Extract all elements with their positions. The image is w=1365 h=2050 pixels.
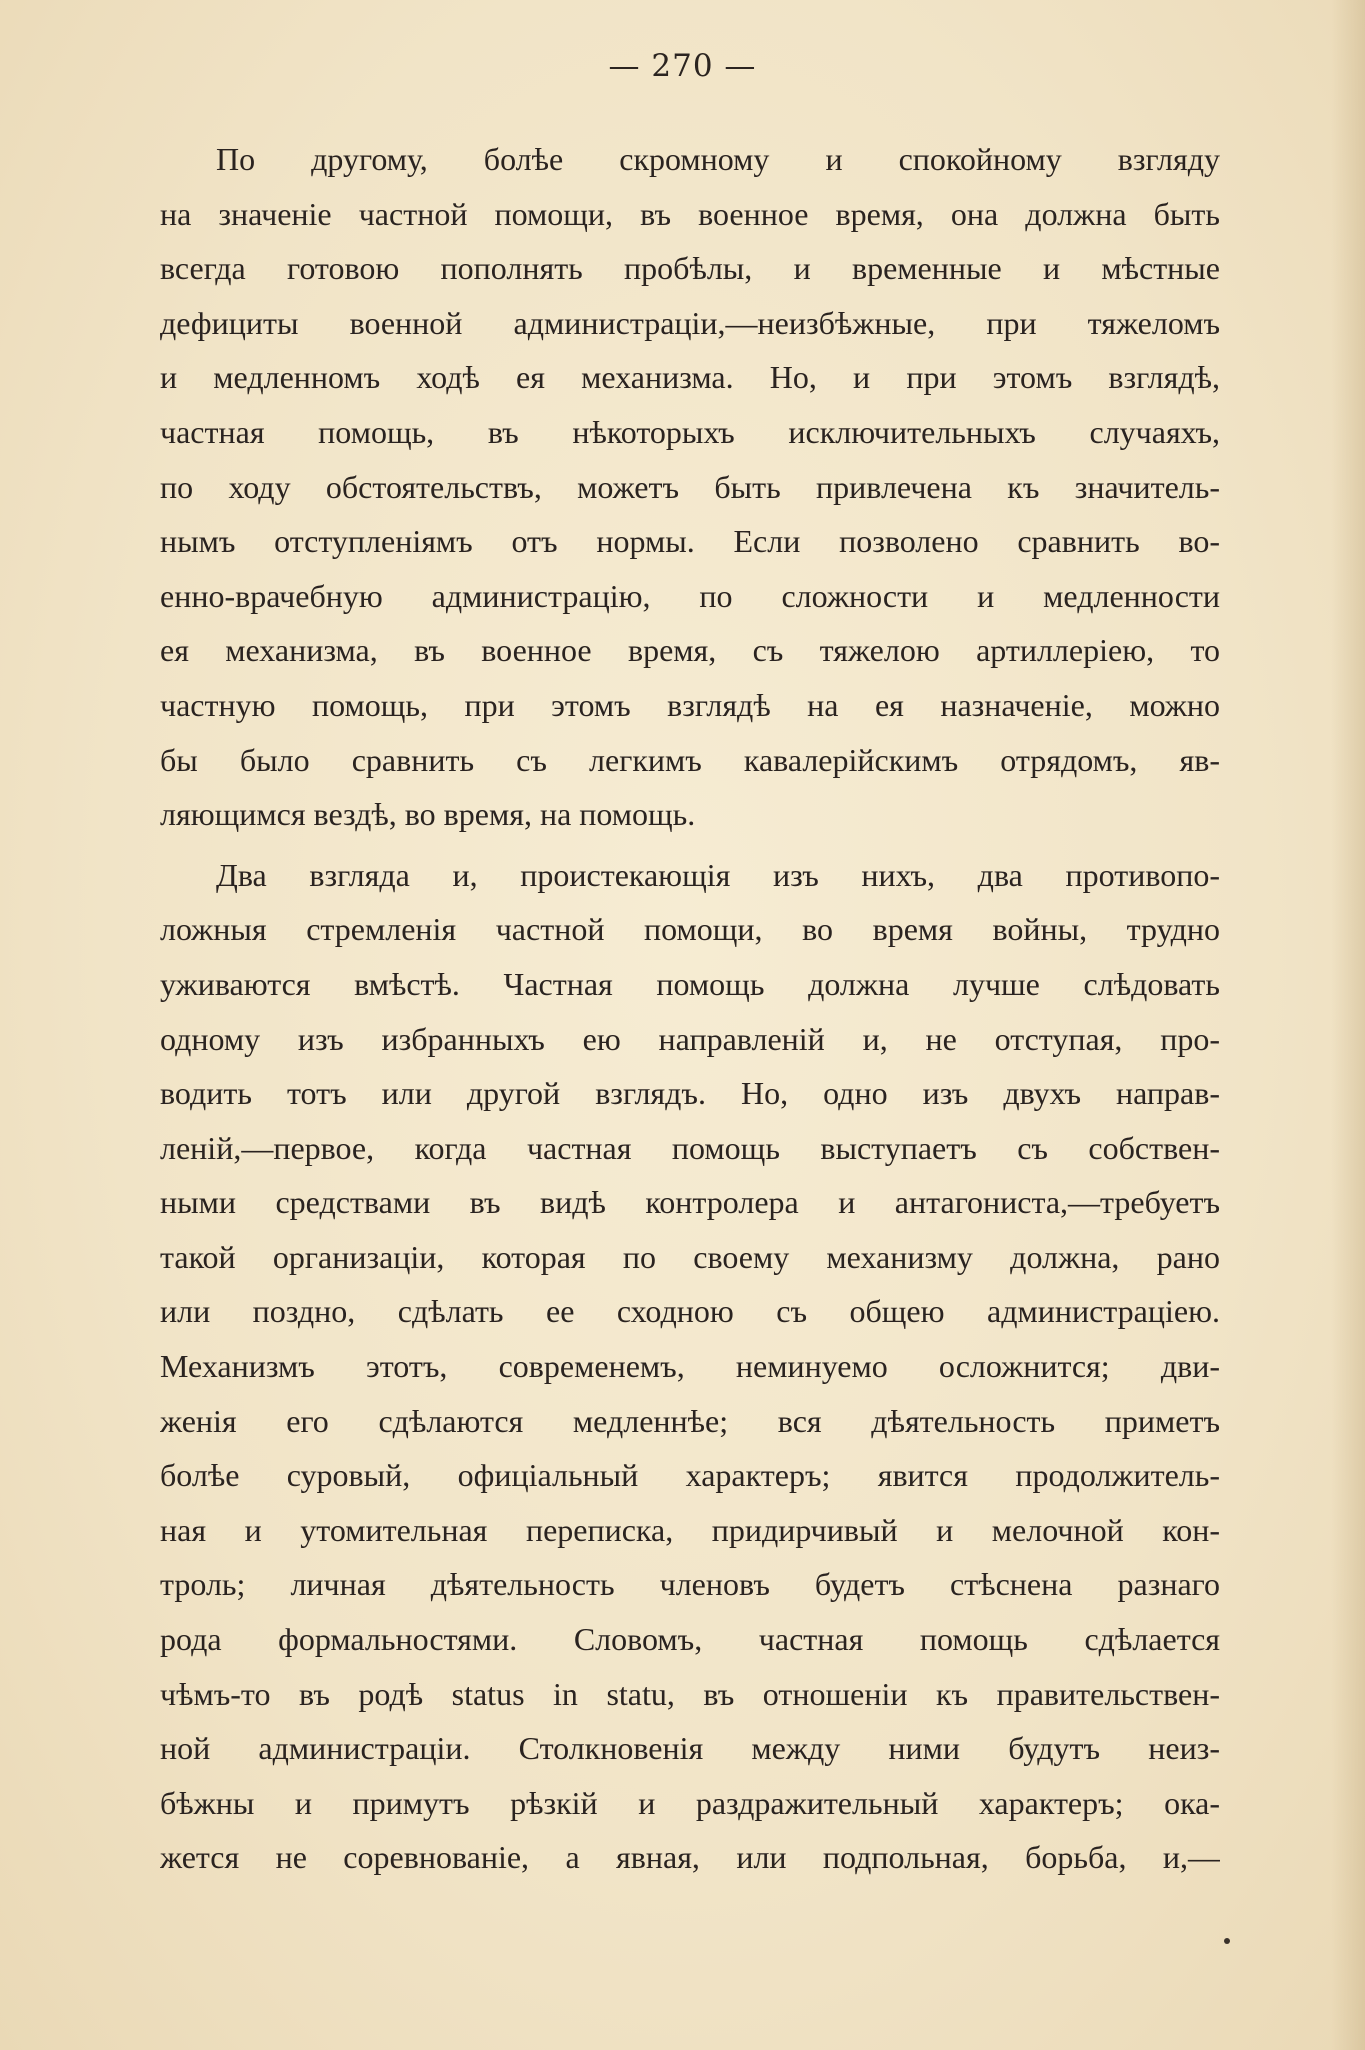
text-line: частную помощь, при этомъ взглядѣ на ея назначеніе, можно xyxy=(160,686,1220,723)
text-line: дефициты военной администраціи,—неизбѣжные, при тяжеломъ xyxy=(160,304,1220,341)
paragraph-2 xyxy=(160,848,1220,1885)
text-line: ляющимся вездѣ, во время, на помощь. xyxy=(160,796,696,833)
text-line: уживаются вмѣстѣ. Частная помощь должна лучше слѣдовать xyxy=(160,965,1220,1002)
text-line: троль; личная дѣятельность членовъ будетъ стѣснена разнаго xyxy=(160,1566,1220,1603)
ink-speck xyxy=(1224,1938,1230,1944)
text-line: По другому, болѣе скромному и спокойному взгляду xyxy=(216,141,1220,177)
page-number: — 270 — xyxy=(608,48,757,84)
text-line: рода формальностями. Словомъ, частная помощь сдѣлается xyxy=(160,1621,1220,1658)
text-line: нымъ отступленіямъ отъ нормы. Если позволено сравнить во- xyxy=(160,523,1220,560)
text-line: ная и утомительная переписка, придирчивый и мелочной кон- xyxy=(160,1511,1220,1548)
text-line: Механизмъ этотъ, современемъ, неминуемо осложнится; дви- xyxy=(160,1348,1220,1385)
text-line: болѣе суровый, офиціальный характеръ; явится продолжитель- xyxy=(160,1457,1220,1494)
text-line: по ходу обстоятельствъ, можетъ быть привлечена къ значитель- xyxy=(160,468,1220,505)
text-line: леній,—первое, когда частная помощь выступаетъ съ собствен- xyxy=(160,1129,1220,1166)
text-line: ложныя стремленія частной помощи, во время войны, трудно xyxy=(160,911,1220,948)
text-line: Два взгляда и, проистекающія изъ нихъ, два противопо- xyxy=(216,856,1220,893)
text-line: бѣжны и примутъ рѣзкій и раздражительный характеръ; ока- xyxy=(160,1784,1220,1821)
text-line: ной администраціи. Столкновенія между ними будутъ неиз- xyxy=(160,1730,1220,1767)
text-line: одному изъ избранныхъ ею направленій и, не отступая, про- xyxy=(160,1020,1220,1057)
page-binding-shadow xyxy=(1331,0,1365,2050)
paragraph-1 xyxy=(160,132,1220,842)
text-line: и медленномъ ходѣ ея механизма. Но, и при этомъ взглядѣ, xyxy=(160,359,1220,396)
text-line: чѣмъ-то въ родѣ status in statu, въ отношеніи къ правительствен- xyxy=(160,1675,1220,1712)
text-line: ея механизма, въ военное время, съ тяжелою артиллеріею, то xyxy=(160,632,1220,669)
text-line: всегда готовою пополнять пробѣлы, и временные и мѣстные xyxy=(160,250,1220,287)
text-line: такой организаціи, которая по своему механизму должна, рано xyxy=(160,1238,1220,1275)
text-line: или поздно, сдѣлать ее сходною съ общею администраціею. xyxy=(160,1293,1220,1330)
text-line: енно-врачебную администрацію, по сложности и медленности xyxy=(160,577,1220,614)
text-line: на значеніе частной помощи, въ военное время, она должна быть xyxy=(160,195,1220,232)
body-text xyxy=(160,132,1220,1885)
text-line: жется не соревнованіе, а явная, или подпольная, борьба, и,— xyxy=(160,1839,1220,1876)
text-line: водить тотъ или другой взглядъ. Но, одно изъ двухъ направ- xyxy=(160,1075,1220,1112)
text-line: бы было сравнить съ легкимъ кавалерійскимъ отрядомъ, яв- xyxy=(160,741,1220,778)
text-line: женія его сдѣлаются медленнѣе; вся дѣятельность приметъ xyxy=(160,1402,1220,1439)
text-line: частная помощь, въ нѣкоторыхъ исключительныхъ случаяхъ, xyxy=(160,413,1220,450)
text-line: ными средствами въ видѣ контролера и антагониста,—требуетъ xyxy=(160,1184,1220,1221)
